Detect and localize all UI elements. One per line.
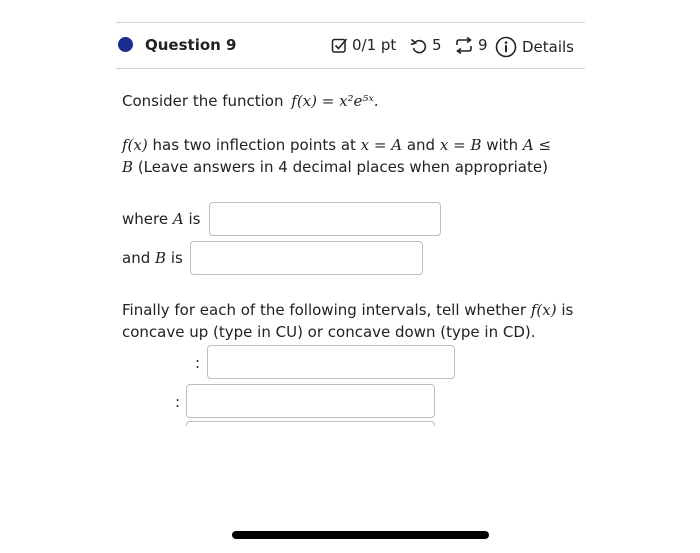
retries-indicator [410, 36, 442, 54]
attempts-count: 9 [478, 36, 488, 54]
score-text: 0/1 pt [352, 36, 397, 54]
interval-3-clip [186, 421, 435, 426]
interval-3-input[interactable] [186, 421, 435, 426]
details-button[interactable] [495, 36, 574, 58]
repeat-icon [454, 37, 474, 54]
interval-colon: : [195, 354, 201, 372]
a-label: where A is [122, 210, 201, 228]
function-expression: f(x) = x²e⁵ˣ. [291, 92, 379, 110]
b-answer-input[interactable] [190, 241, 423, 275]
interval-1-input[interactable] [207, 345, 455, 379]
leave-note: (Leave answers in 4 decimal places when appropriate) [137, 158, 548, 176]
question-status-dot [118, 37, 133, 52]
undo-icon [410, 37, 428, 54]
checkbox-icon [331, 37, 348, 54]
interval-colon: : [175, 393, 181, 411]
header-divider [116, 68, 585, 69]
top-divider [116, 22, 585, 23]
question-title: Question 9 [145, 36, 237, 54]
attempts-indicator [454, 36, 488, 54]
b-label: and B is [122, 249, 183, 267]
home-indicator [232, 531, 489, 539]
concavity-instructions: Finally for each of the following intervals, tell whether f(x) is concave up (type in CU) or concave down (type in CD). [122, 301, 574, 341]
score-indicator [331, 36, 396, 54]
inflection-statement: f(x) has two inflection points at x = A and x = B with A ≤ B (Leave answers in 4 decimal places when appropriate) [122, 136, 552, 176]
info-icon [495, 36, 517, 58]
a-answer-input[interactable] [209, 202, 441, 236]
retries-count: 5 [432, 36, 442, 54]
details-label: Details [522, 38, 575, 56]
interval-2-input[interactable] [186, 384, 435, 418]
problem-intro: Consider the function f(x) = x²e⁵ˣ. [122, 92, 379, 110]
